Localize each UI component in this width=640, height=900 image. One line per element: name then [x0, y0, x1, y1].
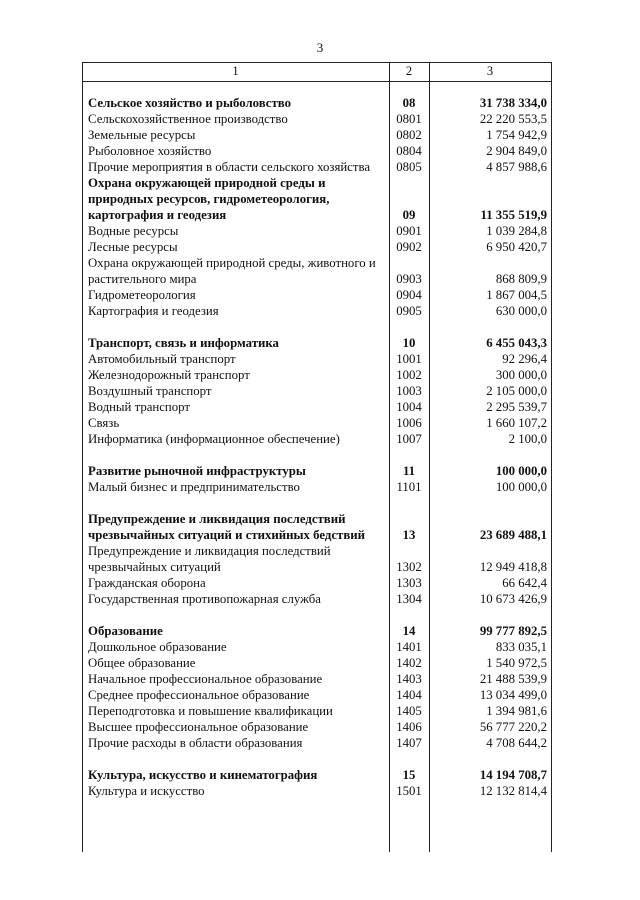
row-value: 1 754 942,9 — [486, 128, 547, 142]
section-row — [82, 463, 552, 479]
row-code: 0805 — [396, 160, 422, 174]
row-value: 1 039 284,8 — [486, 224, 547, 238]
row-value: 1 660 107,2 — [486, 416, 547, 430]
row-name: Транспорт, связь и информатика — [88, 336, 279, 350]
row-name: Сельское хозяйство и рыболовство — [88, 96, 291, 110]
table-row — [82, 351, 552, 367]
row-name: Связь — [88, 416, 120, 430]
table-row — [82, 687, 552, 703]
row-name: Картография и геодезия — [88, 304, 219, 318]
row-code: 09 — [402, 208, 416, 222]
row-value: 12 949 418,8 — [479, 560, 547, 574]
row-name: Развитие рыночной инфраструктуры — [88, 464, 306, 478]
row-value: 21 488 539,9 — [479, 672, 547, 686]
table-row — [82, 143, 552, 159]
row-name: Культура и искусство — [88, 784, 205, 798]
row-name: Дошкольное образование — [88, 640, 227, 654]
row-value: 10 673 426,9 — [479, 592, 547, 606]
row-code: 1501 — [396, 784, 422, 798]
table-row — [82, 671, 552, 687]
row-value: 630 000,0 — [495, 304, 547, 318]
row-code: 1404 — [396, 688, 422, 702]
row-name: Переподготовка и повышение квалификации — [88, 704, 333, 718]
row-code: 1406 — [396, 720, 422, 734]
table-row — [82, 639, 552, 655]
row-value: 13 034 499,0 — [479, 688, 547, 702]
row-name: Предупреждение и ликвидация последствий чрезвычайных ситуаций — [88, 544, 331, 574]
row-spacer — [82, 447, 552, 463]
table-row — [82, 703, 552, 719]
table-body — [82, 95, 552, 799]
row-name: Охрана окружающей природной среды, животного и растительного мира — [88, 256, 376, 286]
row-code: 13 — [402, 528, 416, 542]
row-code: 1006 — [396, 416, 422, 430]
row-code: 1004 — [396, 400, 422, 414]
row-value: 99 777 892,5 — [479, 624, 547, 638]
table-row — [82, 255, 552, 287]
section-row — [82, 767, 552, 783]
row-value: 92 296,4 — [502, 352, 547, 366]
row-name: Лесные ресурсы — [88, 240, 178, 254]
row-name: Гидрометеорология — [88, 288, 196, 302]
row-value: 2 100,0 — [508, 432, 547, 446]
row-value: 868 809,9 — [495, 272, 547, 286]
row-name: Образование — [88, 624, 163, 638]
row-name: Сельскохозяйственное производство — [88, 112, 288, 126]
row-code: 1001 — [396, 352, 422, 366]
table-row — [82, 383, 552, 399]
row-value: 300 000,0 — [495, 368, 547, 382]
table-row — [82, 287, 552, 303]
row-code: 15 — [402, 768, 416, 782]
section-row — [82, 95, 552, 111]
row-name: Охрана окружающей природной среды и природных ресурсов, гидрометеорология, картография и геодезия — [88, 176, 330, 222]
table-row — [82, 415, 552, 431]
row-value: 1 540 972,5 — [486, 656, 547, 670]
row-code: 1403 — [396, 672, 422, 686]
row-code: 0801 — [396, 112, 422, 126]
row-code: 0903 — [396, 272, 422, 286]
section-row — [82, 335, 552, 351]
row-code: 1402 — [396, 656, 422, 670]
row-code: 0902 — [396, 240, 422, 254]
table-row — [82, 239, 552, 255]
table-row — [82, 655, 552, 671]
row-name: Малый бизнес и предпринимательство — [88, 480, 300, 494]
row-value: 2 295 539,7 — [486, 400, 547, 414]
row-value: 4 708 644,2 — [486, 736, 547, 750]
row-code: 1304 — [396, 592, 422, 606]
table-row — [82, 543, 552, 575]
row-value: 100 000,0 — [495, 480, 547, 494]
table-row — [82, 719, 552, 735]
row-code: 1003 — [396, 384, 422, 398]
row-value: 100 000,0 — [495, 464, 547, 478]
row-name: Информатика (информационное обеспечение) — [88, 432, 340, 446]
table-row — [82, 575, 552, 591]
row-value: 833 035,1 — [495, 640, 547, 654]
table-row — [82, 367, 552, 383]
row-code: 1101 — [396, 480, 422, 494]
budget-table — [82, 62, 552, 852]
row-value: 6 455 043,3 — [486, 336, 547, 350]
table-row — [82, 159, 552, 175]
table-row — [82, 399, 552, 415]
row-value: 12 132 814,4 — [479, 784, 547, 798]
row-value: 56 777 220,2 — [479, 720, 547, 734]
row-name: Рыболовное хозяйство — [88, 144, 212, 158]
row-code: 0905 — [396, 304, 422, 318]
column-header-3: 3 — [486, 64, 494, 78]
table-row — [82, 783, 552, 799]
column-header-1: 1 — [232, 64, 239, 78]
page-number: 3 — [316, 40, 324, 55]
table-row — [82, 591, 552, 607]
row-name: Культура, искусство и кинематография — [88, 768, 318, 782]
row-spacer — [82, 607, 552, 623]
row-code: 11 — [402, 464, 416, 478]
row-name: Начальное профессиональное образование — [88, 672, 323, 686]
table-header — [82, 62, 552, 82]
row-name: Высшее профессиональное образование — [88, 720, 309, 734]
row-code: 1007 — [396, 432, 422, 446]
row-code: 1303 — [396, 576, 422, 590]
row-code: 1302 — [396, 560, 422, 574]
row-value: 11 355 519,9 — [480, 208, 547, 222]
table-row — [82, 303, 552, 319]
row-name: Гражданская оборона — [88, 576, 206, 590]
row-code: 0802 — [396, 128, 422, 142]
row-spacer — [82, 319, 552, 335]
row-name: Водные ресурсы — [88, 224, 179, 238]
column-header-2: 2 — [405, 64, 413, 78]
table-row — [82, 735, 552, 751]
row-code: 1407 — [396, 736, 422, 750]
row-code: 0901 — [396, 224, 422, 238]
row-value: 66 642,4 — [502, 576, 547, 590]
row-value: 2 105 000,0 — [486, 384, 547, 398]
row-spacer — [82, 495, 552, 511]
row-name: Земельные ресурсы — [88, 128, 196, 142]
row-name: Водный транспорт — [88, 400, 190, 414]
row-name: Прочие мероприятия в области сельского хозяйства — [88, 160, 371, 174]
row-code: 1405 — [396, 704, 422, 718]
table-row — [82, 111, 552, 127]
table-row — [82, 431, 552, 447]
row-name: Воздушный транспорт — [88, 384, 212, 398]
row-name: Железнодорожный транспорт — [88, 368, 250, 382]
row-name: Государственная противопожарная служба — [88, 592, 321, 606]
table-row — [82, 127, 552, 143]
row-code: 1002 — [396, 368, 422, 382]
row-value: 4 857 988,6 — [486, 160, 547, 174]
row-value: 14 194 708,7 — [479, 768, 547, 782]
section-row — [82, 175, 552, 223]
row-value: 1 867 004,5 — [486, 288, 547, 302]
row-name: Прочие расходы в области образования — [88, 736, 303, 750]
section-row — [82, 623, 552, 639]
row-name: Среднее профессиональное образование — [88, 688, 310, 702]
row-value: 1 394 981,6 — [486, 704, 547, 718]
row-value: 2 904 849,0 — [486, 144, 547, 158]
table-row — [82, 479, 552, 495]
table-row — [82, 223, 552, 239]
row-value: 31 738 334,0 — [479, 96, 547, 110]
row-name: Общее образование — [88, 656, 196, 670]
row-code: 14 — [402, 624, 416, 638]
row-code: 08 — [402, 96, 416, 110]
row-code: 0904 — [396, 288, 422, 302]
row-name: Автомобильный транспорт — [88, 352, 236, 366]
row-code: 0804 — [396, 144, 422, 158]
row-code: 10 — [402, 336, 416, 350]
row-name: Предупреждение и ликвидация последствий чрезвычайных ситуаций и стихийных бедствий — [88, 512, 365, 542]
row-spacer — [82, 751, 552, 767]
section-row — [82, 511, 552, 543]
row-value: 22 220 553,5 — [479, 112, 547, 126]
row-value: 23 689 488,1 — [479, 528, 547, 542]
row-code: 1401 — [396, 640, 422, 654]
row-value: 6 950 420,7 — [486, 240, 547, 254]
